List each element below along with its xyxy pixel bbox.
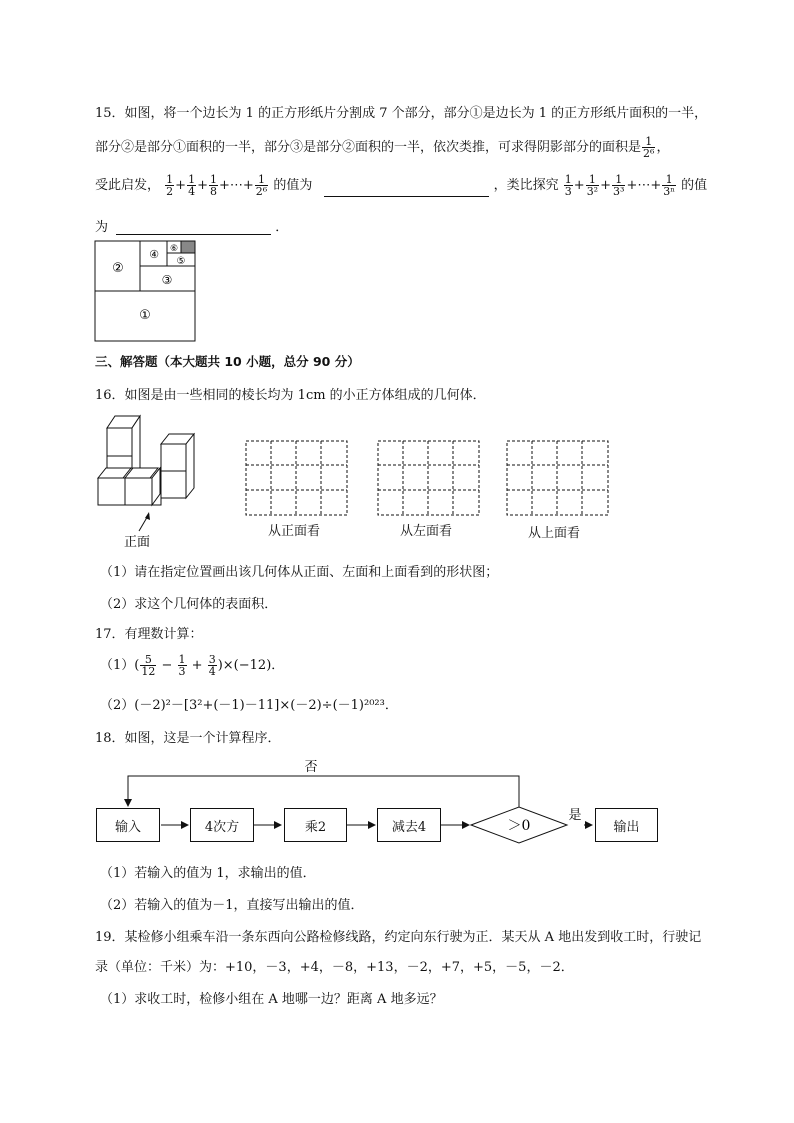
q17-part-2: （2）(－2)²－[3²+(－1)－11]×(－2)÷(－1)²⁰²³． xyxy=(100,698,398,713)
q16-grid-left[interactable] xyxy=(377,440,481,517)
q17-stem: 17．有理数计算： xyxy=(95,627,203,642)
q18-subtract-box: 减去4 xyxy=(377,808,441,842)
q15-label-4: ④ xyxy=(149,248,159,261)
q16-part-2: （2）求这个几何体的表面积． xyxy=(100,597,278,612)
plus-sign: + xyxy=(573,178,585,193)
sum-fraction: $\frac{1}{4}$ xyxy=(188,173,196,198)
q18-loop-back-line xyxy=(128,776,519,807)
q15-line3: 受此启发， $\frac{1}{2}$ + $\frac{1}{4}$ + $\frac{1}{8}$ +⋯+ $\frac{1}{\text{2⁶}}$ 的值为 ，类比探究 $\frac{1}{3}$ + $\frac{1}{\text{3²}}$ + $\frac{1}{\text{3³}}$ +⋯+ $\frac{1}{\text{3ⁿ}}$ 的值 xyxy=(95,173,708,198)
q18-no-label: 否 xyxy=(304,760,318,775)
q16-view-left-label: 从左面看 xyxy=(400,524,453,539)
q17-frac-3: $\frac{3}{4}$ xyxy=(208,653,216,678)
q15-area-fraction: $\frac{1}{\text{2⁶}}$ xyxy=(643,135,655,160)
q15-shaded-part xyxy=(181,241,195,253)
q15-sum-thirds xyxy=(563,173,677,198)
q16-front-label: 正面 xyxy=(123,535,151,548)
q18-yes-label: 是 xyxy=(568,808,582,823)
plus-sign: + xyxy=(197,178,208,193)
q18-part-1: （1）若输入的值为 1，求输出的值． xyxy=(100,866,316,881)
q18-stem: 18．如图，这是一个计算程序． xyxy=(95,731,281,746)
q15-line2: 部分②是部分①面积的一半，部分③是部分②面积的一半，依次类推，可求得阴影部分的面积是 $\frac{1}{\text{2⁶}}$ ， xyxy=(95,135,670,160)
q16-part-1: （1）请在指定位置画出该几何体从正面、左面和上面看到的形状图； xyxy=(100,565,499,580)
q15-square-figure xyxy=(94,240,196,342)
plus-sign: + xyxy=(175,178,187,193)
sum-fraction: $\frac{1}{8}$ xyxy=(209,173,217,198)
q15-label-3: ③ xyxy=(161,273,173,287)
q15-answer-blank-1[interactable] xyxy=(324,196,489,197)
plus-sign: + xyxy=(600,178,612,193)
sum-fraction: $\frac{1}{\text{2⁶}}$ xyxy=(255,173,268,198)
q15-line2-text: 部分②是部分①面积的一半，部分③是部分②面积的一半，依次类推，可求得阴影部分的面积是 xyxy=(95,140,642,155)
q15-label-6: ⑥ xyxy=(169,244,179,254)
q18-input-box: 输入 xyxy=(96,808,160,842)
q17-frac-2: $\frac{1}{3}$ xyxy=(178,653,186,678)
q16-view-top-label: 从上面看 xyxy=(528,526,581,541)
q17-part-1: （1）( $\frac{5}{12}$ − $\frac{1}{3}$ + $\frac{3}{4}$ )×(−12)． xyxy=(100,653,285,678)
q16-view-front-label: 从正面看 xyxy=(268,524,321,539)
sum-fraction: $\frac{1}{\text{3ⁿ}}$ xyxy=(663,173,675,198)
q15-line1: 15．如图，将一个边长为 1 的正方形纸片分割成 7 个部分，部分①是边长为 1 的正方形纸片面积的一半， xyxy=(95,106,708,121)
q18-output-box: 输出 xyxy=(595,808,658,842)
plus-sign: +⋯+ xyxy=(218,178,254,193)
q17-frac-1: $\frac{5}{12}$ xyxy=(141,653,156,678)
q15-line4: 为 ． xyxy=(95,220,289,235)
sum-fraction: $\frac{1}{3}$ xyxy=(564,173,572,198)
q19-part-1: （1）求收工时，检修小组在 A 地哪一边？距离 A 地多远？ xyxy=(100,992,443,1007)
q15-label-5: ⑤ xyxy=(176,256,186,267)
sum-fraction: $\frac{1}{2}$ xyxy=(166,173,174,198)
q16-cube-solid xyxy=(95,408,205,548)
q19-line1: 19．某检修小组乘车沿一条东西向公路检修线路，约定向东行驶为正．某天从 A 地出发到收工时，行驶记 xyxy=(95,930,702,945)
plus-sign: +⋯+ xyxy=(626,178,662,193)
q18-multiply-box: 乘2 xyxy=(284,808,347,842)
q16-grid-top[interactable] xyxy=(506,440,610,517)
q18-part-2: （2）若输入的值为－1，直接写出输出的值． xyxy=(100,898,364,913)
q15-label-2: ② xyxy=(112,261,124,276)
q16-stem: 16．如图是由一些相同的棱长均为 1cm 的小正方体组成的几何体． xyxy=(95,388,486,403)
q15-label-1: ① xyxy=(139,308,151,323)
q19-line2: 录（单位：千米）为：+10，－3，+4，－8，+13，－2，+7，+5，－5，－2． xyxy=(95,960,574,975)
q16-grid-front[interactable] xyxy=(245,440,349,517)
section-3-heading: 三、解答题（本大题共 10 小题，总分 90 分） xyxy=(95,354,360,369)
sum-fraction: $\frac{1}{\text{3²}}$ xyxy=(586,173,599,198)
q15-answer-blank-2[interactable] xyxy=(116,234,271,235)
q18-power-box: 4次方 xyxy=(190,808,254,842)
sum-fraction: $\frac{1}{\text{3³}}$ xyxy=(613,173,625,198)
q18-condition-text: ＞0 xyxy=(507,818,531,834)
q15-sum-halves xyxy=(164,173,269,198)
